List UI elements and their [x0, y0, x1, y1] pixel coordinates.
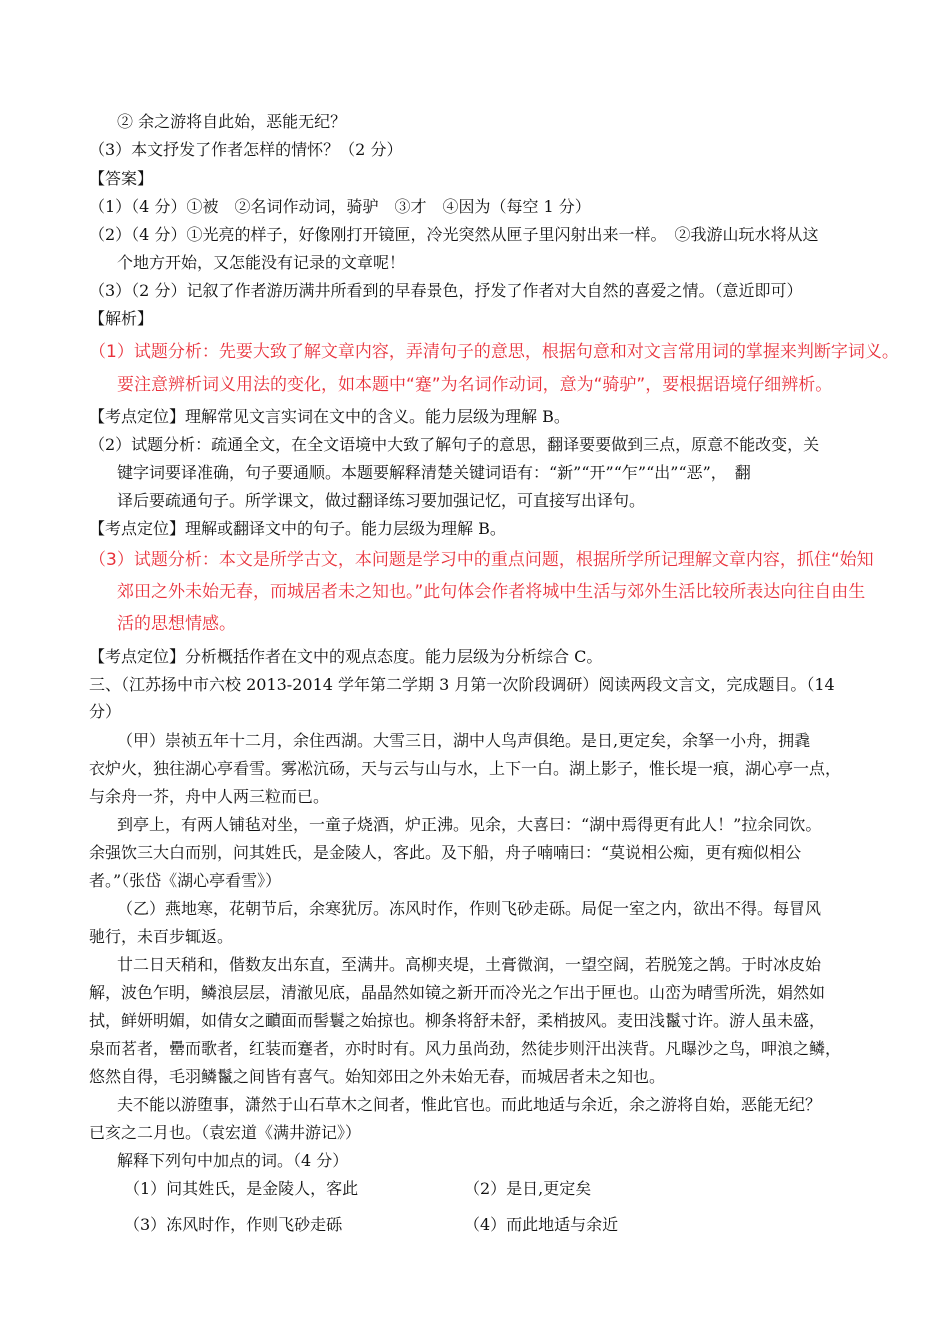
passage-yi-line: 夫不能以游堕事，潇然于山石草木之间者，惟此官也。而此地适与余近，余之游将自始，恶能无纪？ [117, 1095, 822, 1114]
passage-yi-line: 拭，鲜妍明媚，如倩女之靧面而髻鬟之始掠也。柳条将舒未舒，柔梢披风。麦田浅鬣寸许。游人虽未盛， [89, 1011, 826, 1030]
analysis-1-red: 要注意辨析词义用法的变化，如本题中“蹇”为名词作动词，意为“骑驴”，要根据语境仔细辨析。 [117, 375, 833, 395]
analysis-3-red: 郊田之外未始无春，而城居者未之知也。”此句体会作者将城中生活与郊外生活比较所表达向往自由生 [117, 582, 866, 602]
kaodian-1: 【考点定位】理解常见文言实词在文中的含义。能力层级为理解 B。 [89, 407, 570, 426]
q1-option: （3）冻风时作，作则飞砂走砾 [124, 1215, 343, 1234]
passage-yi-line: 泉而茗者，罍而歌者，红装而蹇者，亦时时有。风力虽尚劲，然徒步则汗出浃背。凡曝沙之鸟，呷浪之鳞， [89, 1039, 842, 1058]
passage-jia-line: （甲）崇祯五年十二月，余住西湖。大雪三日，湖中人鸟声俱绝。是日,更定矣，余拏一小舟，拥毳 [117, 731, 811, 750]
passage-jia-line: 者。”（张岱《湖心亭看雪》） [89, 871, 282, 890]
passage-yi-line: 已亥之二月也。（袁宏道《满井游记》） [89, 1123, 362, 1142]
q1-option: （2）是日,更定矣 [464, 1179, 592, 1198]
q1-option: （4）而此地适与余近 [464, 1215, 619, 1234]
passage-yi-line: 驰行，未百步辄返。 [89, 927, 234, 946]
q2-translation-line: ② 余之游将自此始，恶能无纪？ [117, 112, 347, 131]
passage-jia-line: 衣炉火，独往湖心亭看雪。雾凇沆砀，天与云与山与水，上下一白。湖上影子，惟长堤一痕，湖心亭一点， [89, 759, 842, 778]
answer-line: （1）（4 分）①被 ②名词作动词，骑驴 ③才 ④因为（每空 1 分） [89, 197, 591, 216]
answer-line: 个地方开始，又怎能没有记录的文章呢！ [117, 253, 406, 272]
passage-jia-line: 余强饮三大白而别，问其姓氏，是金陵人，客此。及下船，舟子喃喃曰：“莫说相公痴，更有痴似相公 [89, 843, 802, 862]
section-3-title: 分） [89, 702, 122, 721]
analysis-1-red: （1）试题分析：先要大致了解文章内容，弄清句子的意思，根据句意和对文言常用词的掌握来判断字词义。 [89, 342, 899, 362]
passage-jia-line: 与余舟一芥，舟中人两三粒而已。 [89, 787, 330, 806]
passage-yi-line: 廿二日天稍和，偕数友出东直，至满井。高柳夹堤，土膏微润，一望空阔，若脱笼之鹄。于时冰皮始 [117, 955, 822, 974]
analysis-3-red: （3）试题分析：本文是所学古文，本问题是学习中的重点问题，根据所学所记理解文章内容，抓住“始知 [89, 550, 874, 570]
passage-yi-line: （乙）燕地寒，花朝节后，余寒犹厉。冻风时作，作则飞砂走砾。局促一室之内，欲出不得。每冒风 [117, 899, 822, 918]
passage-jia-line: 到亭上，有两人铺毡对坐，一童子烧酒，炉正沸。见余，大喜曰：“湖中焉得更有此人！”拉余同饮。 [117, 815, 822, 834]
kaodian-3: 【考点定位】分析概括作者在文中的观点态度。能力层级为分析综合 C。 [89, 647, 603, 666]
q1-prompt: 解释下列句中加点的词。（4 分） [117, 1151, 349, 1170]
passage-yi-line: 悠然自得，毛羽鳞鬣之间皆有喜气。始知郊田之外未始无春，而城居者未之知也。 [89, 1067, 666, 1086]
analysis-2: 译后要疏通句子。所学课文，做过翻译练习要加强记忆，可直接写出译句。 [117, 491, 646, 510]
analysis-2: （2）试题分析：疏通全文，在全文语境中大致了解句子的意思，翻译要要做到三点，原意不能改变，关 [89, 435, 820, 454]
answer-header: 【答案】 [89, 169, 154, 188]
q1-option: （1）问其姓氏，是金陵人，客此 [124, 1179, 359, 1198]
kaodian-2: 【考点定位】理解或翻译文中的句子。能力层级为理解 B。 [89, 519, 506, 538]
q3-question: （3）本文抒发了作者怎样的情怀？（2 分） [89, 140, 403, 159]
analysis-header: 【解析】 [89, 309, 154, 328]
passage-yi-line: 解，波色乍明，鳞浪层层，清澈见底，晶晶然如镜之新开而冷光之乍出于匣也。山峦为晴雪所洗，娟然如 [89, 983, 826, 1002]
answer-line: （3）（2 分）记叙了作者游历满井所看到的早春景色，抒发了作者对大自然的喜爱之情。（意近即可） [89, 281, 803, 300]
analysis-3-red: 活的思想情感。 [117, 614, 236, 634]
analysis-2: 键字词要译准确，句子要通顺。本题要解释清楚关键词语有：“新”“开”“乍”“出”“恶”， 翻 [117, 463, 751, 482]
section-3-title: 三、（江苏扬中市六校 2013-2014 学年第二学期 3 月第一次阶段调研）阅读两段文言文，完成题目。（14 [89, 675, 835, 694]
answer-line: （2）（4 分）①光亮的样子，好像刚打开镜匣，冷光突然从匣子里闪射出来一样。 ②我游山玩水将从这 [89, 225, 819, 244]
